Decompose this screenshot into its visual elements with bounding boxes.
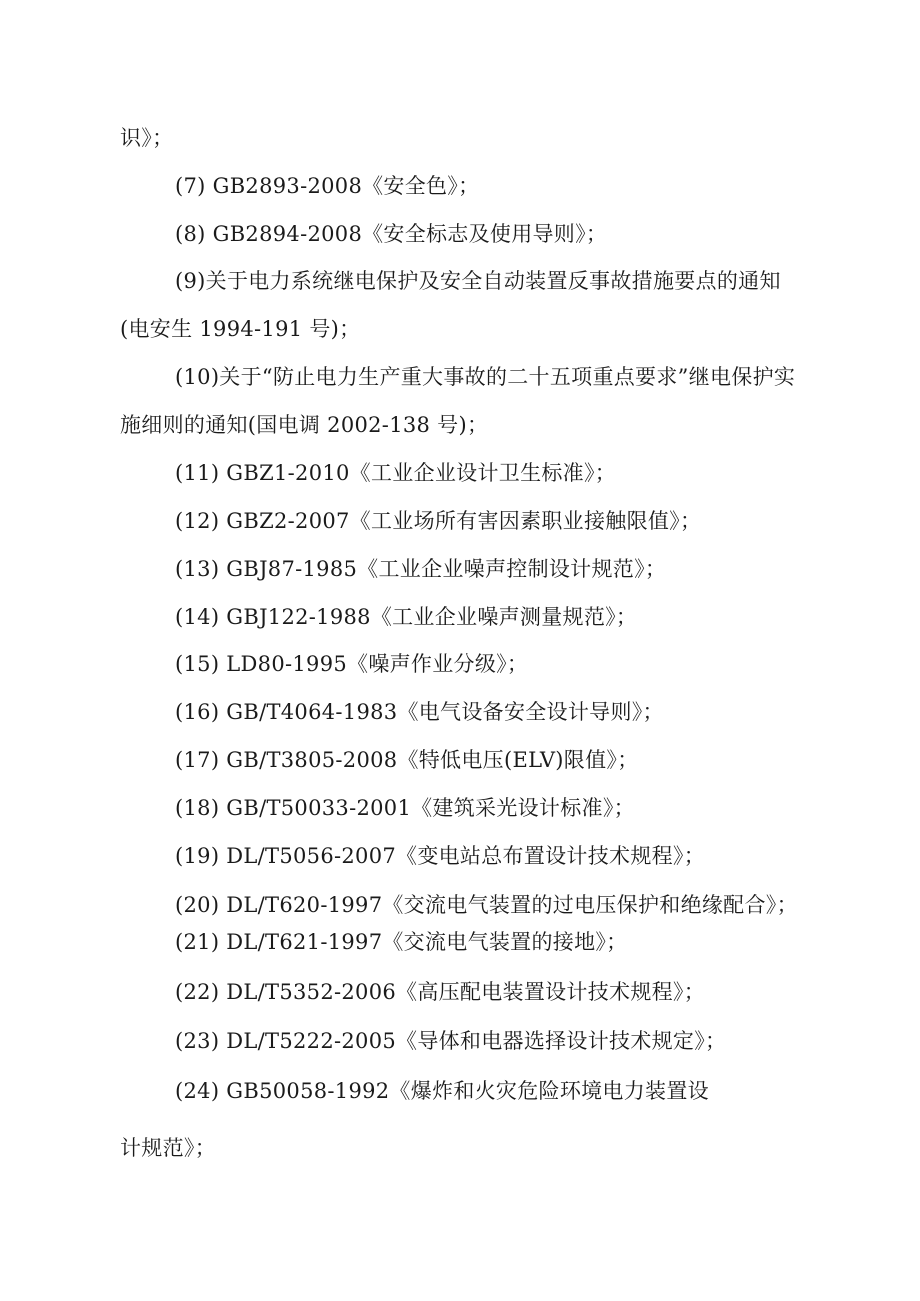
reference-item-9: (9)关于电力系统继电保护及安全自动装置反事故措施要点的通知: [175, 269, 781, 293]
reference-item-13: (13) GBJ87-1985《工业企业噪声控制设计规范》；: [175, 557, 667, 581]
reference-item-20: (20) DL/T620-1997《交流电气装置的过电压保护和绝缘配合》；: [175, 893, 798, 917]
reference-item-19: (19) DL/T5056-2007《变电站总布置设计技术规程》；: [175, 844, 706, 868]
reference-item-12: (12) GBZ2-2007《工业场所有害因素职业接触限值》；: [175, 509, 702, 533]
reference-item-18: (18) GB/T50033-2001《建筑采光设计标准》；: [175, 796, 635, 820]
reference-item-11: (11) GBZ1-2010《工业企业设计卫生标准》；: [175, 461, 617, 485]
reference-item-8: (8) GB2894-2008《安全标志及使用导则》；: [175, 222, 608, 246]
reference-item-14: (14) GBJ122-1988《工业企业噪声测量规范》；: [175, 605, 638, 629]
reference-item-9-continuation: (电安生 1994-191 号)；: [120, 317, 361, 341]
reference-item-16: (16) GB/T4064-1983《电气设备安全设计导则》；: [175, 700, 664, 724]
reference-item-15: (15) LD80-1995《噪声作业分级》；: [175, 652, 529, 676]
reference-item-23: (23) DL/T5222-2005《导体和电器选择设计技术规定》；: [175, 1029, 727, 1053]
reference-item-10: (10)关于“防止电力生产重大事故的二十五项重点要求”继电保护实: [175, 365, 796, 389]
reference-item-10-continuation: 施细则的通知(国电调 2002-138 号)；: [120, 413, 489, 437]
reference-item-24-continuation: 计规范》；: [120, 1136, 216, 1160]
reference-item-17: (17) GB/T3805-2008《特低电压(ELV)限值》；: [175, 748, 639, 772]
reference-item-7: (7) GB2893-2008《安全色》；: [175, 174, 480, 198]
reference-item-24: (24) GB50058-1992《爆炸和火灾危险环境电力装置设: [175, 1079, 709, 1103]
text-line-continuation: 识》；: [120, 126, 174, 150]
reference-item-22: (22) DL/T5352-2006《高压配电装置设计技术规程》；: [175, 980, 706, 1004]
reference-item-21: (21) DL/T621-1997《交流电气装置的接地》；: [175, 930, 628, 954]
